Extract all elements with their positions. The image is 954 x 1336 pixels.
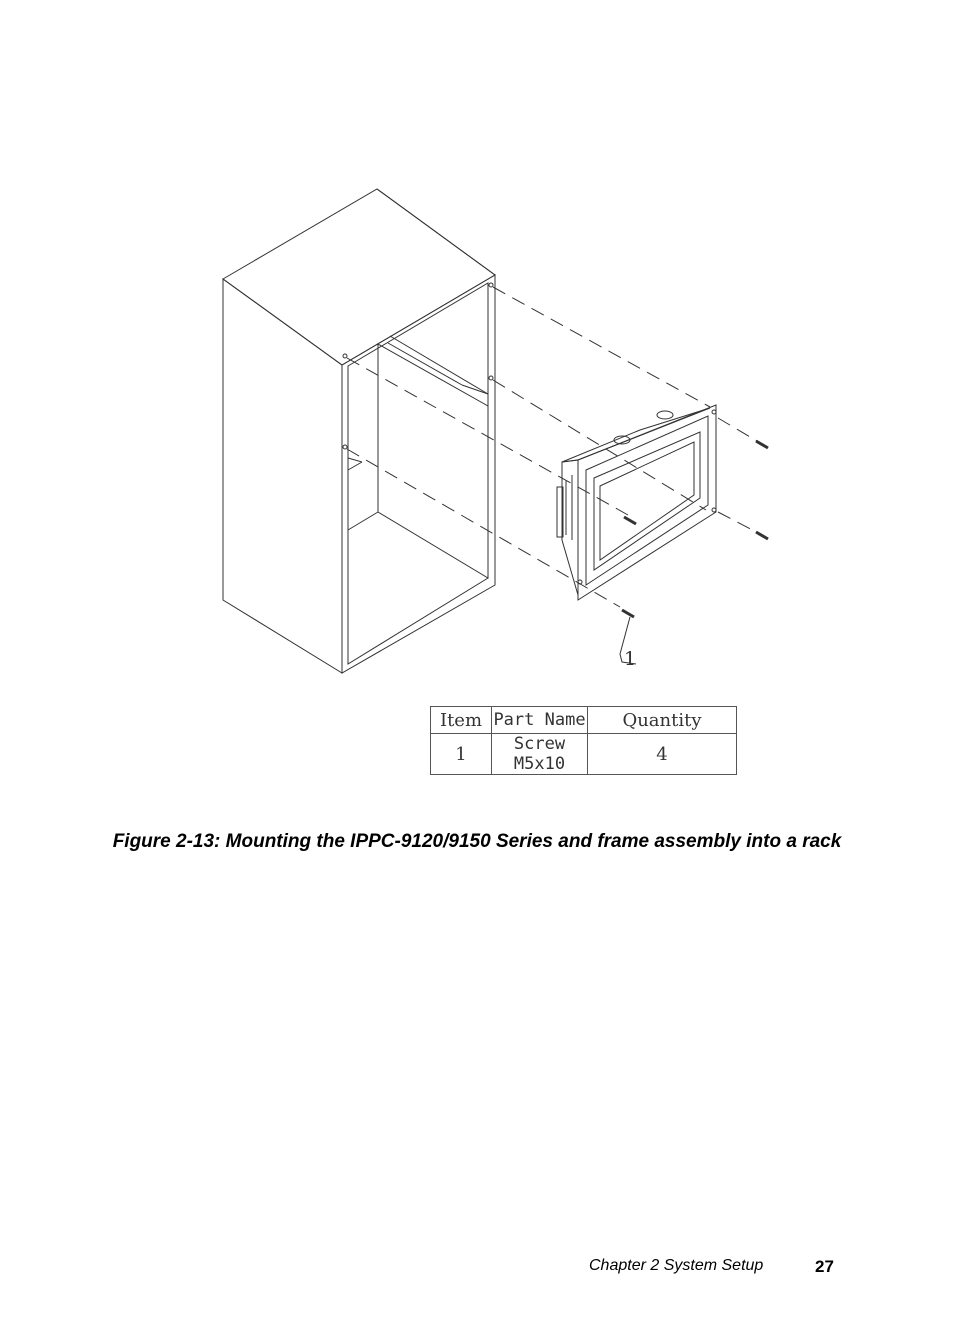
rack-cabinet	[223, 189, 495, 673]
screw	[756, 441, 768, 448]
footer-chapter: Chapter 2 System Setup	[589, 1257, 764, 1274]
header-quantity: Quantity	[588, 707, 737, 734]
callout-number: 1	[624, 648, 637, 670]
cell-part-name: Screw M5x10	[492, 734, 588, 775]
parts-table	[430, 706, 737, 775]
header-item: Item	[431, 707, 492, 734]
screw	[756, 532, 768, 539]
screw	[624, 517, 636, 524]
table-header-row	[431, 707, 737, 734]
header-part-name: Part Name	[492, 707, 588, 734]
table-row	[431, 734, 737, 775]
panel-pc	[557, 405, 716, 600]
cell-item: 1	[431, 734, 492, 775]
screws	[622, 441, 768, 617]
figure-caption: Figure 2-13: Mounting the IPPC-9120/9150 Series and frame assembly into a rack	[112, 831, 842, 852]
cell-quantity: 4	[588, 734, 737, 775]
screw	[622, 610, 634, 617]
page-number: 27	[815, 1257, 834, 1276]
